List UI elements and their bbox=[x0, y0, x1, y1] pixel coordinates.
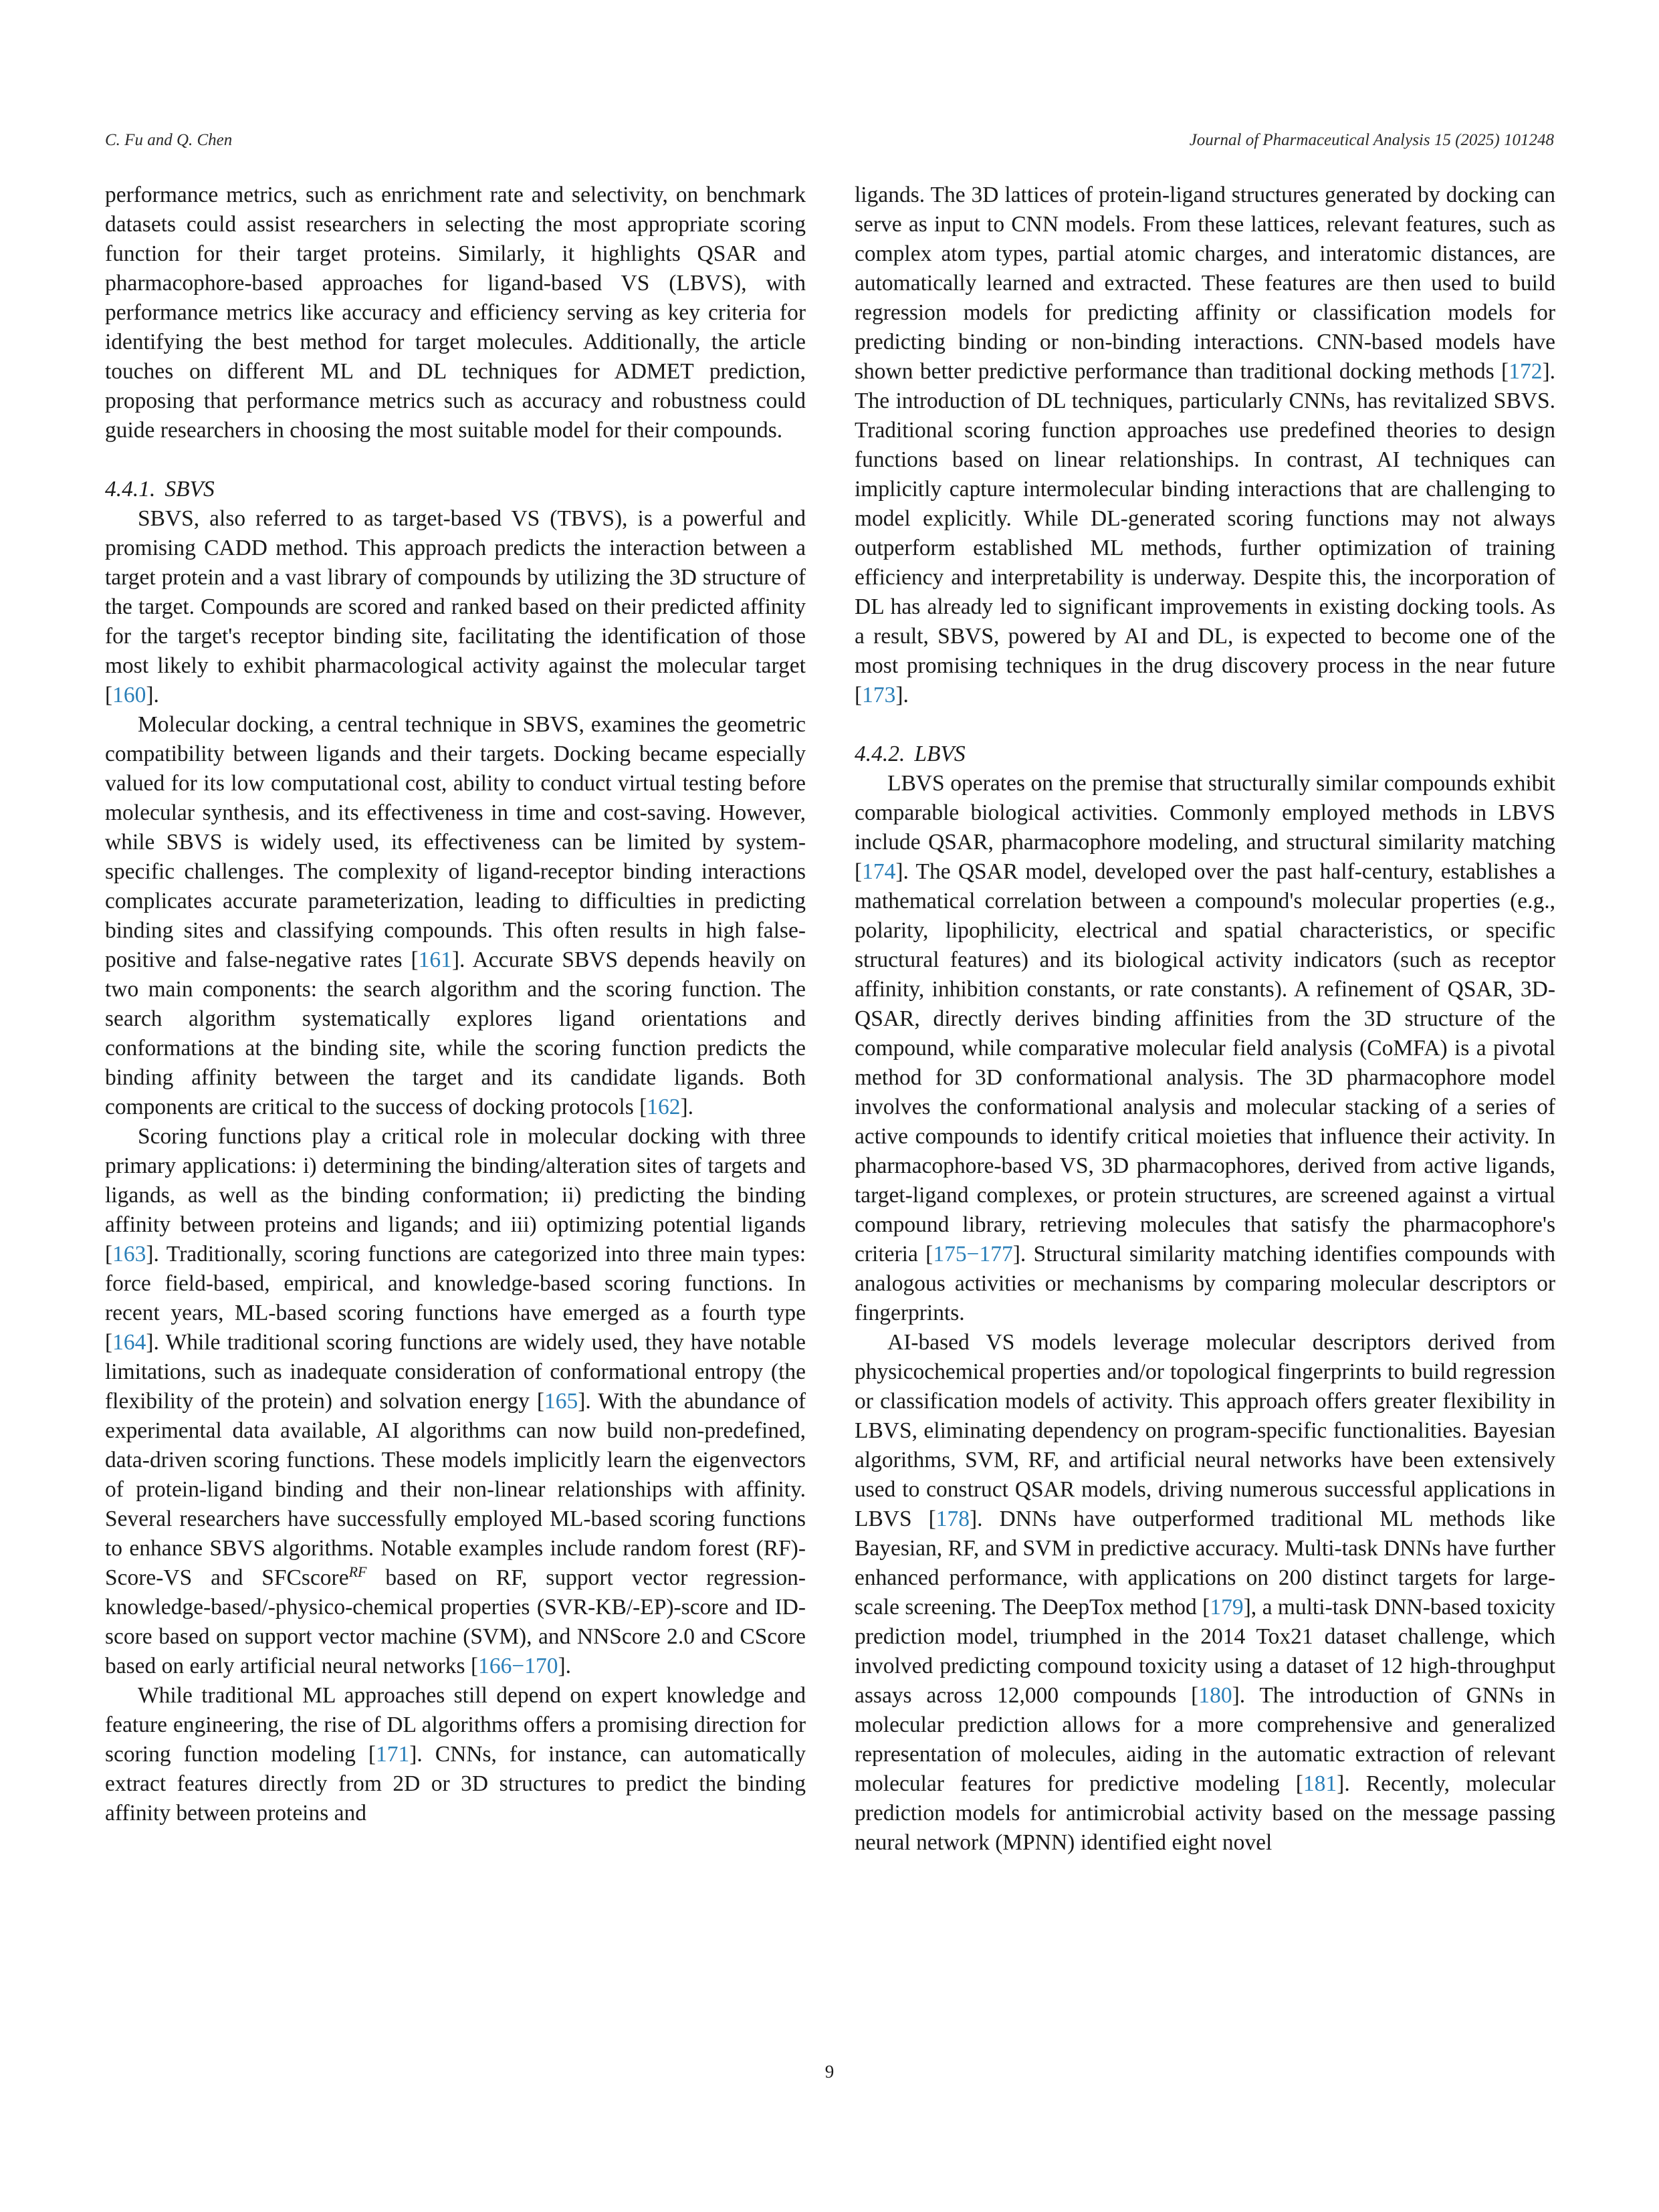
sbvs-paragraph-1 bbox=[105, 504, 806, 710]
paragraph-text: ]. The QSAR model, developed over the past half-century, establishes a mathematical correlation between a compound's molecular properties (e.g., polarity, lipophilicity, electrical and spatial characteristics, or specific structural features) and its biological activity indicators (such as receptor affinity, inhibition constants, or rate constants). A refinement of QSAR, 3D-QSAR, directly derives binding affinities from the 3D structure of the compound, while comparative molecular field analysis (CoMFA) is a pivotal method for 3D conformational analysis. The 3D pharmacophore model involves the conformational analysis and molecular stacking of a series of active compounds to identify critical moieties that influence their activity. In pharmacophore-based VS, 3D pharmacophores, derived from active ligands, target-ligand complexes, or protein structures, are screened against a virtual compound library, retrieving molecules that satisfy the pharmacophore's criteria [ bbox=[855, 859, 1555, 1266]
paragraph-text: ]. bbox=[146, 683, 159, 707]
paragraph-text: ]. bbox=[558, 1654, 572, 1678]
paragraph-text: ]. CNNs, for instance, can automatically extract features directly from 2D or 3D structures to predict the binding affinity between proteins and bbox=[105, 1742, 806, 1826]
left-column bbox=[105, 181, 806, 1828]
citation-link[interactable]: 180 bbox=[1198, 1683, 1232, 1708]
citation-link[interactable]: 175−177 bbox=[933, 1242, 1013, 1266]
paragraph-text: ]. Structural similarity matching identifies compounds with analogous activities or mechanisms by comparing molecular descriptors or fingerprints. bbox=[855, 1242, 1555, 1325]
paragraph-text: AI-based VS models leverage molecular descriptors derived from physicochemical properties and/or topological fingerprints to build regression or classification models of activity. This approach offers greater flexibility in LBVS, eliminating dependency on program-specific functionalities. Bayesian algorithms, SVM, RF, and artificial neural networks have been extensively used to construct QSAR models, driving numerous successful applications in LBVS [ bbox=[855, 1330, 1555, 1531]
lbvs-paragraph-1 bbox=[855, 769, 1555, 1328]
citation-link[interactable]: 171 bbox=[376, 1742, 410, 1767]
paragraph-text: ]. While traditional scoring functions are widely used, they have notable limitations, such as inadequate consideration of conformational entropy (the flexibility of the protein) and solvation energy [ bbox=[105, 1330, 806, 1414]
superscript-rf: RF bbox=[348, 1563, 367, 1580]
citation-link[interactable]: 162 bbox=[647, 1095, 681, 1119]
citation-link[interactable]: 172 bbox=[1509, 359, 1543, 384]
citation-link[interactable]: 164 bbox=[112, 1330, 146, 1355]
paragraph-text: ]. Recently, molecular prediction models for antimicrobial activity based on the message passing neural network (MPNN) identified eight novel bbox=[855, 1771, 1556, 1855]
citation-link[interactable]: 181 bbox=[1303, 1771, 1337, 1796]
right-column bbox=[855, 181, 1555, 1858]
section-heading-sbvs bbox=[105, 475, 806, 504]
paragraph-text: Molecular docking, a central technique in SBVS, examines the geometric compatibility between ligands and their targets. Docking became especially valued for its low computational cost, ability to conduct virtual testing before molecular synthesis, and its effectiveness in time and cost-saving. However, while SBVS is widely used, its effectiveness can be limited by system-specific challenges. The complexity of ligand-receptor binding interactions complicates accurate parameterization, leading to difficulties in predicting binding sites and classifying compounds. This often results in high false-positive and false-negative rates [ bbox=[105, 712, 806, 972]
sbvs-paragraph-3 bbox=[105, 1122, 806, 1681]
paragraph-text: ]. bbox=[680, 1095, 694, 1119]
lbvs-paragraph-2 bbox=[855, 1328, 1555, 1858]
paragraph-text: ], a multi-task DNN-based toxicity prediction model, triumphed in the 2014 Tox21 dataset challenge, which involved predicting compound toxicity using a dataset of 12 high-throughput assays across 12,000 compounds [ bbox=[855, 1595, 1555, 1708]
citation-link[interactable]: 161 bbox=[418, 948, 452, 972]
citation-link[interactable]: 160 bbox=[112, 683, 146, 707]
paragraph-text: While traditional ML approaches still depend on expert knowledge and feature engineering, the rise of DL algorithms offers a promising direction for scoring function modeling [ bbox=[105, 1683, 806, 1767]
section-number: 4.4.2. bbox=[855, 742, 905, 766]
citation-link[interactable]: 173 bbox=[862, 683, 896, 707]
paragraph-text: ]. The introduction of GNNs in molecular prediction allows for a more comprehensive and generalized representation of molecules, aiding in the automatic extraction of relevant molecular features for predictive modeling [ bbox=[855, 1683, 1555, 1796]
citation-link[interactable]: 166−170 bbox=[478, 1654, 558, 1678]
sbvs-paragraph-2 bbox=[105, 710, 806, 1122]
paragraph-text: based on RF, support vector regression-knowledge-based/-physico-chemical properties (SVR-KB/-EP)-score and ID-score based on support vector machine (SVM), and NNScore 2.0 and CScore based on early artificial neural networks [ bbox=[105, 1565, 806, 1678]
paragraph-text: ]. Accurate SBVS depends heavily on two main components: the search algorithm and the scoring function. The search algorithm systematically explores ligand orientations and conformations at the binding site, while the scoring function predicts the binding affinity between the target and its candidate ligands. Both components are critical to the success of docking protocols [ bbox=[105, 948, 806, 1119]
intro-tail-paragraph: performance metrics, such as enrichment rate and selectivity, on benchmark datasets could assist researchers in selecting the most appropriate scoring function for their target proteins. Similarly, it highlights QSAR and pharmacophore-based approaches for ligand-based VS (LBVS), with performance metrics like accuracy and efficiency serving as key criteria for identifying the best method for target molecules. Additionally, the article touches on different ML and DL techniques for ADMET prediction, proposing that performance metrics such as accuracy and robustness could guide researchers in choosing the most suitable model for their compounds. bbox=[105, 183, 806, 443]
citation-link[interactable]: 165 bbox=[544, 1389, 578, 1414]
section-title: LBVS bbox=[914, 742, 966, 766]
sbvs-continuation-paragraph bbox=[855, 181, 1555, 710]
running-head-authors: C. Fu and Q. Chen bbox=[105, 131, 233, 149]
sbvs-paragraph-4 bbox=[105, 1681, 806, 1828]
section-title: SBVS bbox=[164, 477, 215, 502]
citation-link[interactable]: 179 bbox=[1210, 1595, 1244, 1620]
paragraph-text: Scoring functions play a critical role in molecular docking with three primary applications: i) determining the binding/alteration sites of targets and ligands, as well as the binding conformation; ii) predicting the binding affinity between proteins and ligands; and iii) optimizing potential ligands [ bbox=[105, 1124, 806, 1266]
paragraph-text: SBVS, also referred to as target-based VS (TBVS), is a powerful and promising CADD method. This approach predicts the interaction between a target protein and a vast library of compounds by utilizing the 3D structure of the target. Compounds are scored and ranked based on their predicted affinity for the target's receptor binding site, facilitating the identification of those most likely to exhibit pharmacological activity against the molecular target [ bbox=[105, 506, 806, 707]
citation-link[interactable]: 163 bbox=[112, 1242, 146, 1266]
section-number: 4.4.1. bbox=[105, 477, 156, 502]
running-head-journal: Journal of Pharmaceutical Analysis 15 (2025) 101248 bbox=[1189, 131, 1554, 149]
paragraph-text: ]. The introduction of DL techniques, particularly CNNs, has revitalized SBVS. Traditional scoring function approaches use predefined theories to design functions based on linear relationships. In contrast, AI techniques can implicitly capture intermolecular binding interactions that are challenging to model explicitly. While DL-generated scoring functions may not always outperform established ML methods, further optimization of training efficiency and interpretability is underway. Despite this, the incorporation of DL has already led to significant improvements in existing docking tools. As a result, SBVS, powered by AI and DL, is expected to become one of the most promising techniques in the drug discovery process in the near future [ bbox=[855, 359, 1555, 707]
paragraph-text: LBVS operates on the premise that structurally similar compounds exhibit comparable biological activities. Commonly employed methods in LBVS include QSAR, pharmacophore modeling, and structural similarity matching [ bbox=[855, 771, 1555, 884]
paragraph-text: ]. DNNs have outperformed traditional ML methods like Bayesian, RF, and SVM in predictive accuracy. Multi-task DNNs have further enhanced performance, with applications on 200 distinct targets for large-scale screening. The DeepTox method [ bbox=[855, 1507, 1555, 1620]
citation-link[interactable]: 174 bbox=[862, 859, 896, 884]
paragraph-text: ]. bbox=[895, 683, 909, 707]
citation-link[interactable]: 178 bbox=[935, 1507, 970, 1531]
paragraph-text: ]. Traditionally, scoring functions are categorized into three main types: force field-based, empirical, and knowledge-based scoring functions. In recent years, ML-based scoring functions have emerged as a fourth type [ bbox=[105, 1242, 806, 1355]
section-heading-lbvs bbox=[855, 740, 1555, 769]
paragraph-text: ligands. The 3D lattices of protein-ligand structures generated by docking can serve as input to CNN models. From these lattices, relevant features, such as complex atom types, partial atomic charges, and interatomic distances, are automatically learned and extracted. These features are then used to build regression models for predicting affinity or classification models for predicting binding or non-binding interactions. CNN-based models have shown better predictive performance than traditional docking methods [ bbox=[855, 183, 1555, 384]
paragraph-text: ]. With the abundance of experimental data available, AI algorithms can now build non-predefined, data-driven scoring functions. These models implicitly learn the eigenvectors of protein-ligand binding and their non-linear relationships with affinity. Several researchers have successfully employed ML-based scoring functions to enhance SBVS algorithms. Notable examples include random forest (RF)-Score-VS and SFCscore bbox=[105, 1389, 806, 1590]
page-number: 9 bbox=[824, 2062, 835, 2082]
